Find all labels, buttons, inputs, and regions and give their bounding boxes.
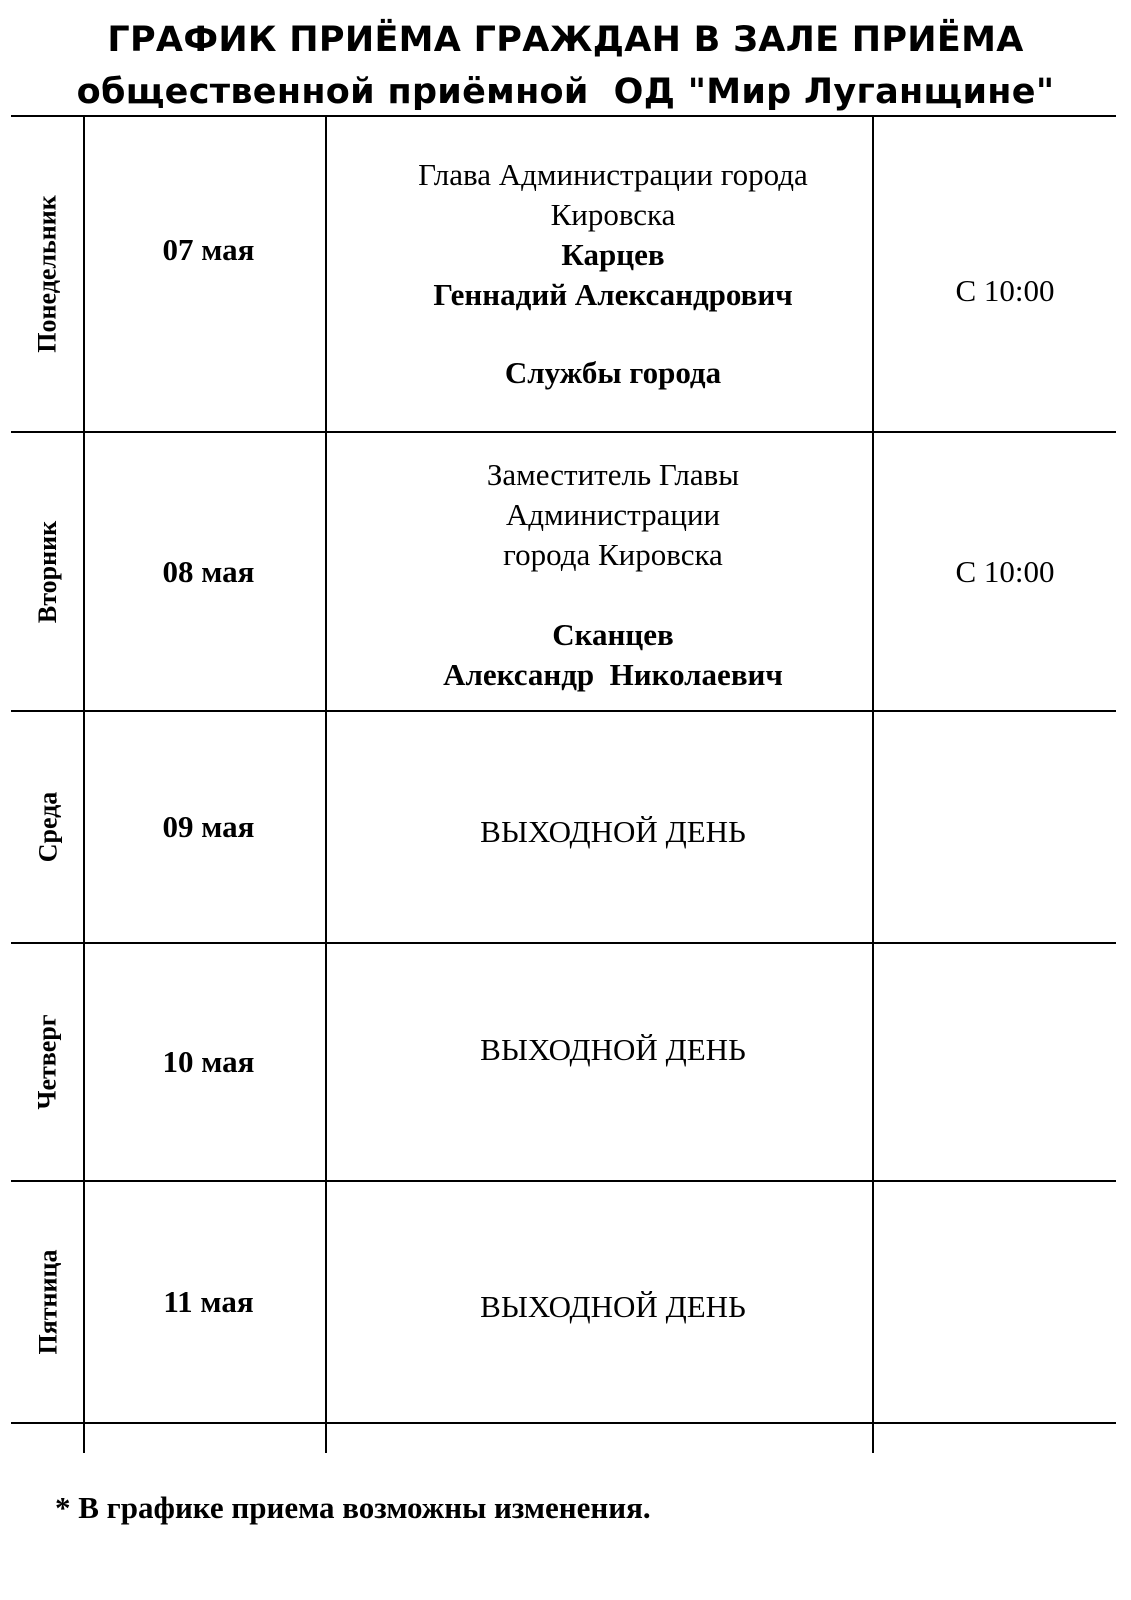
position-line: города Кировска — [503, 537, 723, 572]
day-cell — [11, 944, 85, 1180]
official-name: Александр Николаевич — [443, 657, 783, 692]
day-label: Пятница — [33, 1249, 63, 1355]
date-cell: 09 мая — [162, 809, 255, 844]
day-off-status: ВЫХОДНОЙ ДЕНЬ — [480, 1289, 746, 1324]
day-label: Вторник — [33, 520, 63, 623]
official-surname: Карцев — [561, 237, 665, 272]
reception-info — [334, 155, 892, 393]
reception-info — [334, 455, 892, 695]
position-line: Заместитель Главы — [486, 457, 740, 492]
document-subtitle: общественной приёмной ОД "Мир Луганщине" — [76, 72, 1055, 112]
date-cell: 10 мая — [162, 1044, 255, 1079]
official-surname: Сканцев — [552, 617, 674, 652]
day-label: Среда — [33, 791, 62, 863]
date-cell: 07 мая — [162, 232, 255, 267]
position-line: Администрации — [505, 497, 721, 532]
document-title: ГРАФИК ПРИЁМА ГРАЖДАН В ЗАЛЕ ПРИЁМА — [107, 20, 1024, 60]
city-services: Службы города — [504, 355, 722, 390]
table-border-bottom — [11, 1422, 1116, 1424]
date-cell: 11 мая — [163, 1284, 254, 1319]
day-cell — [11, 433, 85, 710]
day-cell — [11, 1182, 85, 1422]
day-label: Понедельник — [33, 195, 62, 353]
time-cell: С 10:00 — [955, 553, 1055, 589]
position-line: Глава Администрации города — [418, 157, 808, 192]
footnote: * В графике приема возможны изменения. — [55, 1490, 651, 1525]
day-cell — [11, 712, 85, 942]
day-off-status: ВЫХОДНОЙ ДЕНЬ — [480, 1032, 746, 1067]
day-label: Четверг — [33, 1014, 62, 1110]
date-cell: 08 мая — [162, 553, 255, 589]
day-off-status: ВЫХОДНОЙ ДЕНЬ — [480, 814, 746, 849]
position-line: Кировска — [550, 197, 676, 232]
official-name: Геннадий Александрович — [433, 277, 793, 312]
day-cell — [11, 117, 85, 431]
time-cell: С 10:00 — [955, 273, 1055, 308]
